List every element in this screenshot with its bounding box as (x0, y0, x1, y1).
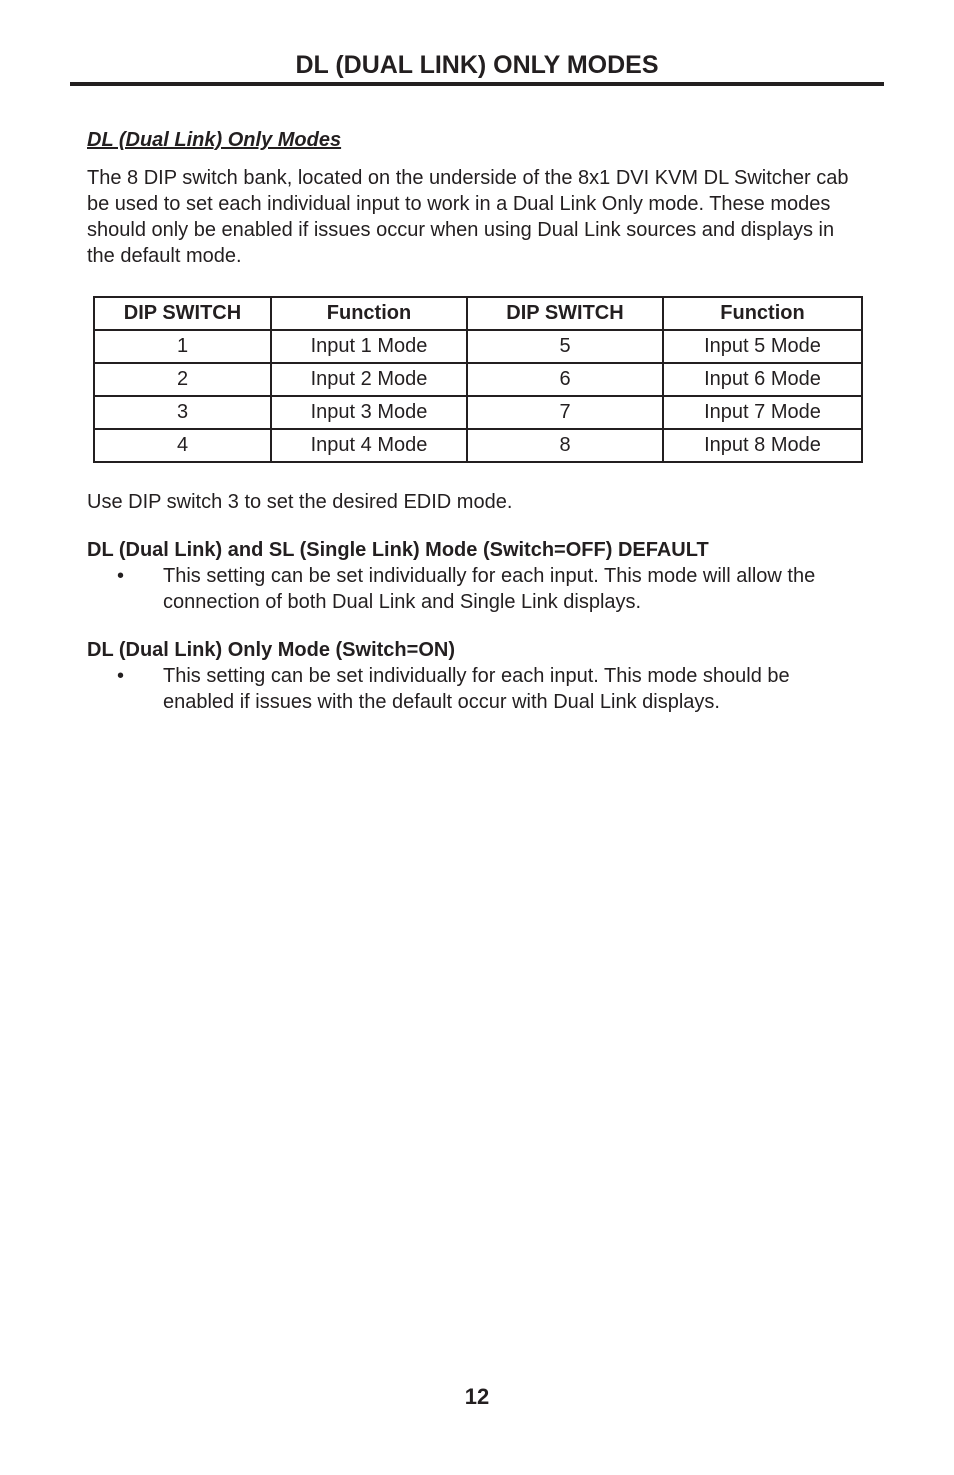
title-rule (70, 82, 884, 86)
table-cell: Input 5 Mode (663, 330, 862, 363)
mode-description-default: This setting can be set individually for each input. This mode will allow the connection of both Dual Link and Single Link displays. (163, 565, 816, 613)
table-cell: Input 4 Mode (271, 429, 467, 462)
table-cell: 8 (467, 429, 663, 462)
intro-paragraph: The 8 DIP switch bank, located on the underside of the 8x1 DVI KVM DL Switcher cab be used to set each individual input to work in a Dual Link Only mode. These modes should only be enabled if issues occur when using Dual Link sources and displays in the default mode. (87, 167, 849, 267)
table-cell: Input 2 Mode (271, 363, 467, 396)
table-cell: Input 7 Mode (663, 396, 862, 429)
table-cell: 4 (94, 429, 271, 462)
table-cell: 3 (94, 396, 271, 429)
table-cell: 5 (467, 330, 663, 363)
section-heading: DL (Dual Link) Only Modes (87, 129, 342, 151)
dip-switch-table (93, 296, 863, 463)
table-row (94, 396, 862, 429)
table-cell: 1 (94, 330, 271, 363)
table-cell: Input 3 Mode (271, 396, 467, 429)
table-row (94, 363, 862, 396)
page-title: DL (DUAL LINK) ONLY MODES (295, 51, 659, 79)
table-cell: 2 (94, 363, 271, 396)
page-number: 12 (464, 1384, 490, 1409)
table-cell: Input 1 Mode (271, 330, 467, 363)
table-cell: Input 6 Mode (663, 363, 862, 396)
mode-description-dl-only: This setting can be set individually for each input. This mode should be enabled if issues with the default occur with Dual Link displays. (163, 665, 790, 713)
table-header-row (94, 297, 862, 330)
mode-heading-dl-only: DL (Dual Link) Only Mode (Switch=ON) (87, 639, 455, 661)
table-cell: 6 (467, 363, 663, 396)
bullet-marker: • (117, 565, 125, 587)
edid-note: Use DIP switch 3 to set the desired EDID mode. (87, 491, 513, 513)
table-header-cell: Function (663, 297, 862, 330)
table-header-cell: DIP SWITCH (94, 297, 271, 330)
table-cell: Input 8 Mode (663, 429, 862, 462)
table-header-cell: DIP SWITCH (467, 297, 663, 330)
bullet-marker: • (117, 665, 125, 687)
table-cell: 7 (467, 396, 663, 429)
mode-heading-default: DL (Dual Link) and SL (Single Link) Mode (Switch=OFF) DEFAULT (87, 539, 709, 561)
table-header-cell: Function (271, 297, 467, 330)
table-row (94, 429, 862, 462)
table-row (94, 330, 862, 363)
